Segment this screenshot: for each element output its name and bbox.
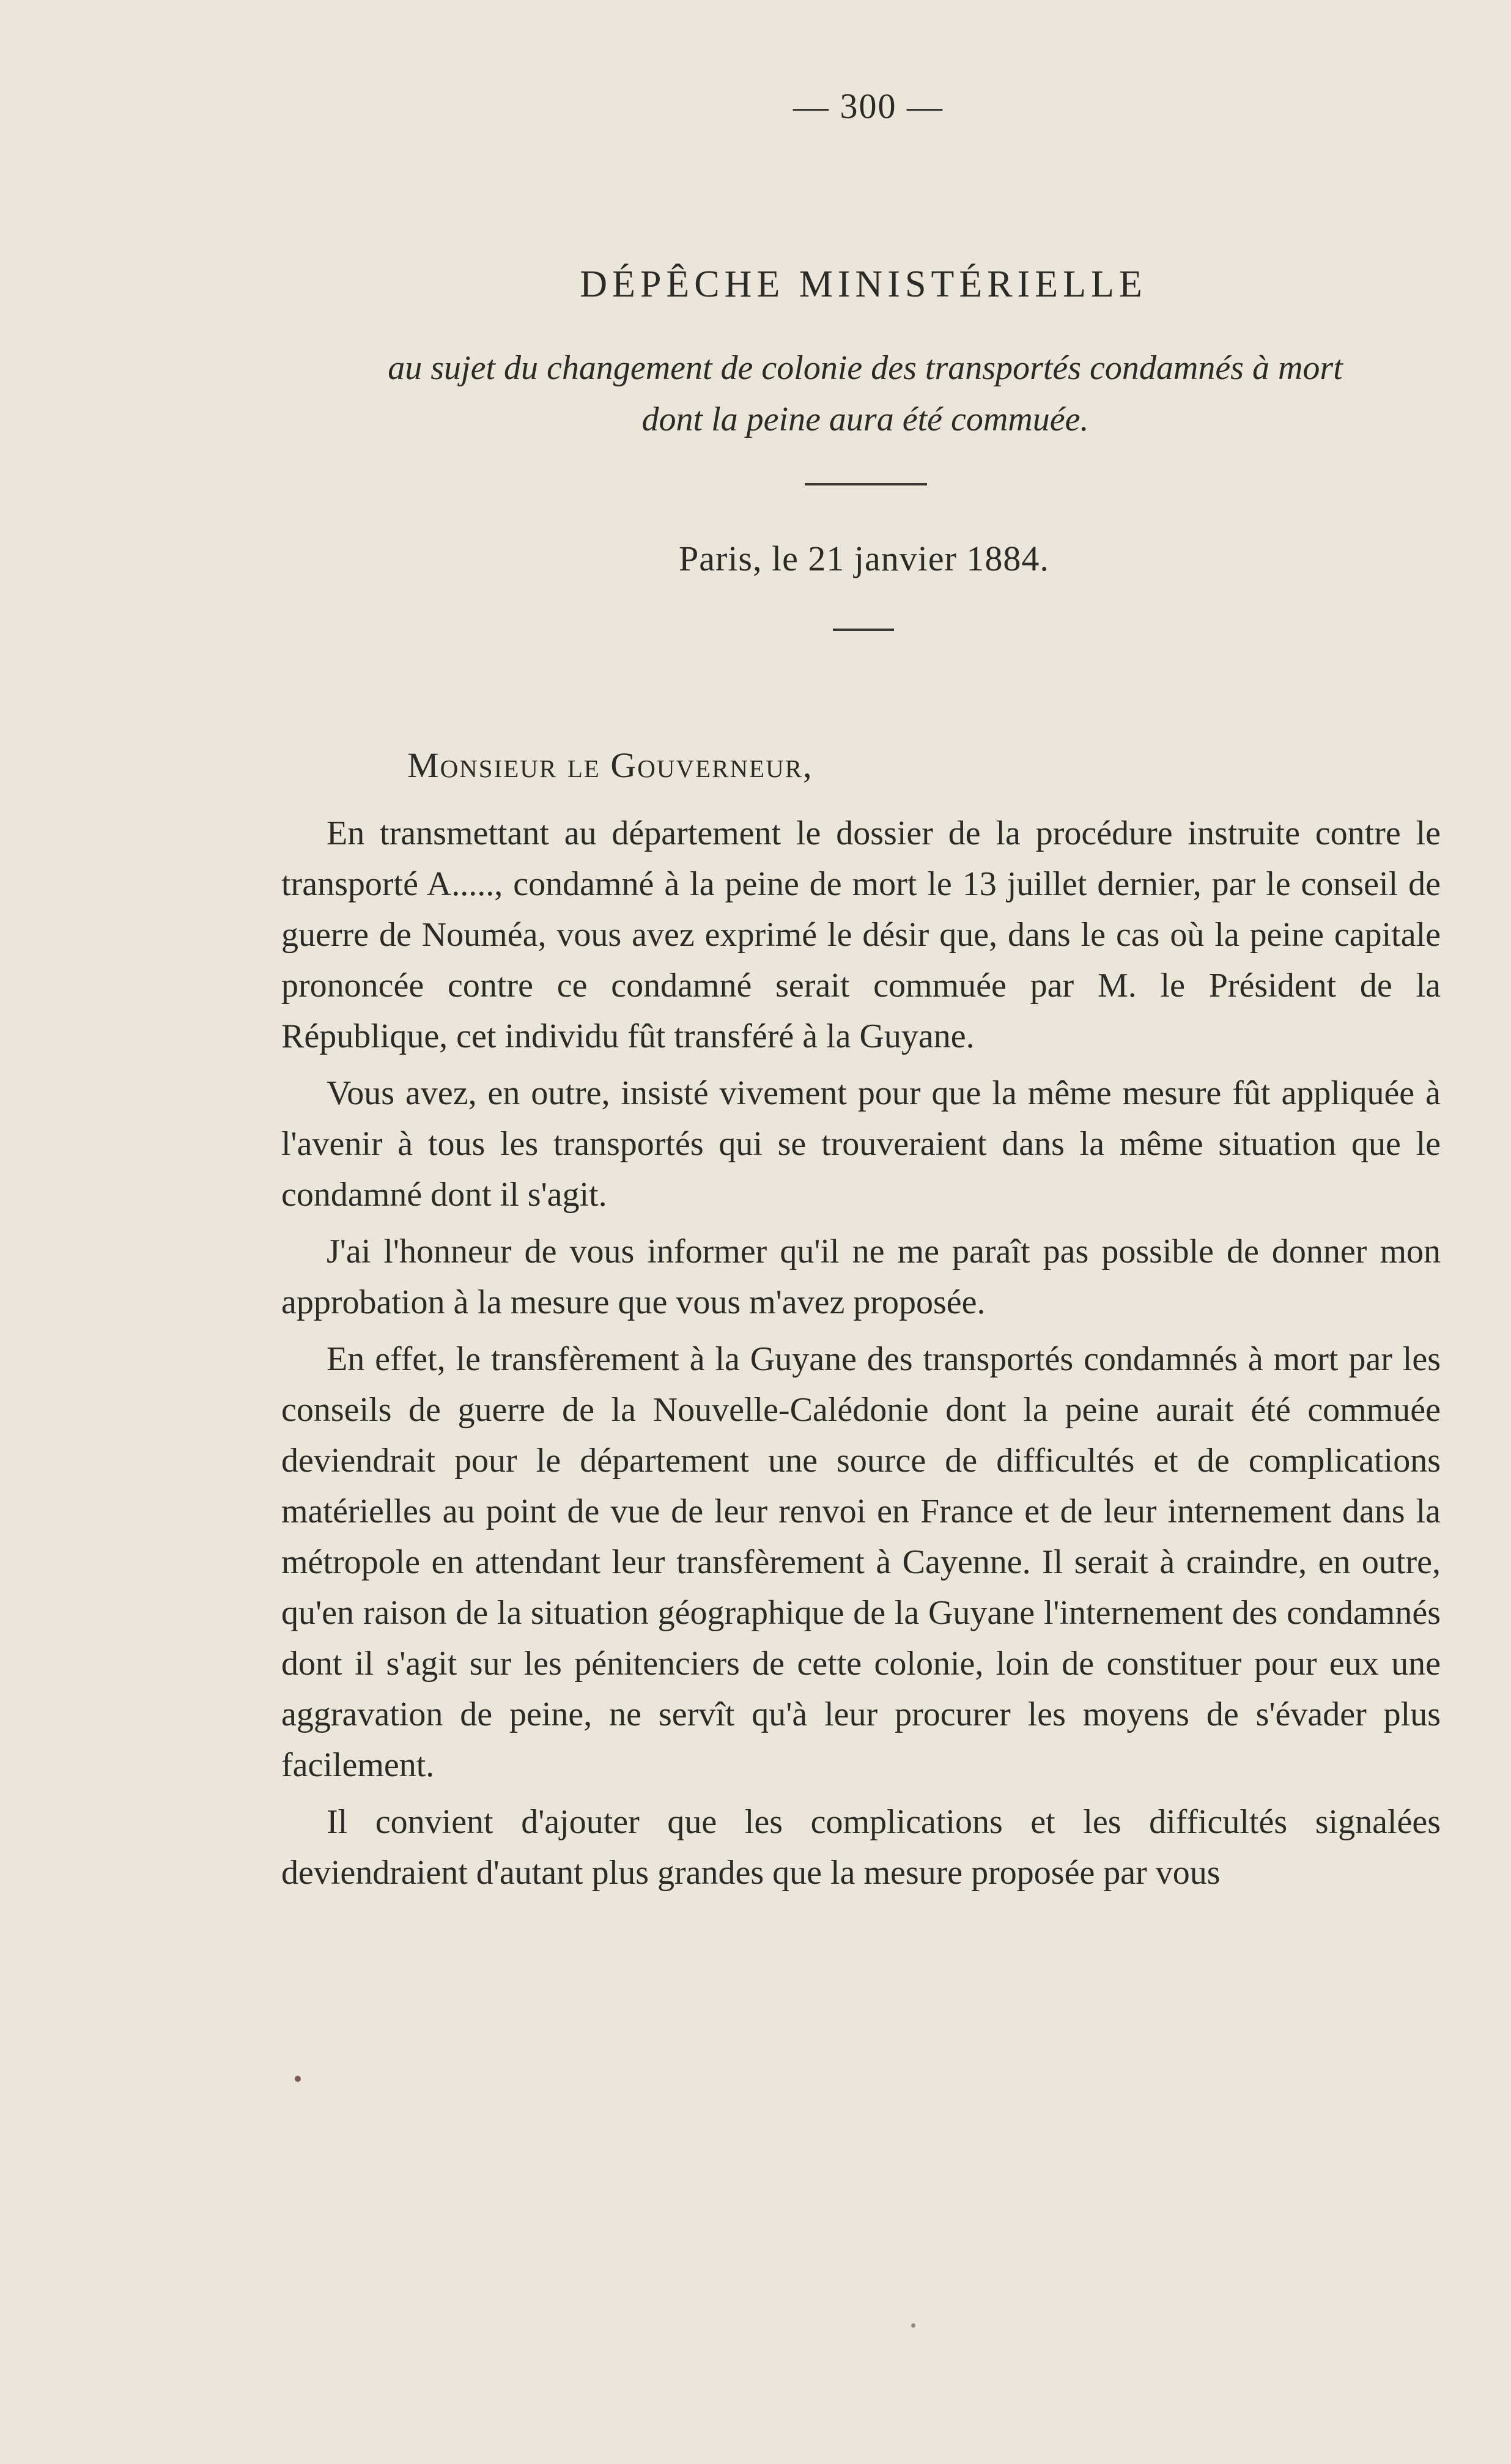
dispatch-subtitle — [367, 342, 1364, 445]
paragraph-3: J'ai l'honneur de vous informer qu'il ne me paraît pas possible de donner mon approbation à la mesure que vous m'avez proposée. — [281, 1233, 1441, 1321]
paragraph-2: Vous avez, en outre, insisté vivement pour que la même mesure fût appliquée à l'avenir à tous les transportés qui se trouveraient dans la même situation que le condamné dont il s'agit. — [281, 1074, 1441, 1214]
subtitle-line-1: au sujet du changement de colonie des transportés condamnés à mort — [388, 349, 1343, 387]
paragraph-5: Il convient d'ajouter que les complications et les difficultés signalées deviendraient d'autant plus grandes que la mesure proposée par vous — [281, 1803, 1441, 1892]
ink-speck — [295, 2076, 301, 2082]
letter-body — [281, 808, 1441, 1905]
dateline: Paris, le 21 janvier 1884. — [679, 539, 1049, 578]
paragraph-4: En effet, le transfèrement à la Guyane des transportés condamnés à mort par les conseils de guerre de la Nouvelle-Calédonie dont la peine aurait été commuée deviendrait pour le département une source de difficultés et de complications matérielles au point de vue de leur renvoi en France et de leur internement dans la métropole en attendant leur transfèrement à Cayenne. Il serait à craindre, en outre, qu'en raison de la situation géographique de la Guyane l'internement des condamnés dont il s'agit sur les pénitenciers de cette colonie, loin de constituer pour eux une aggravation de peine, ne servît qu'à leur procurer les moyens de s'évader plus facilement. — [281, 1340, 1441, 1784]
ink-speck — [911, 2323, 915, 2328]
dateline-divider — [833, 629, 894, 631]
subtitle-line-2: dont la peine aura été commuée. — [641, 400, 1089, 438]
salutation: Monsieur le Gouverneur, — [407, 745, 813, 785]
page-number: — 300 — — [793, 86, 944, 126]
title-divider — [805, 483, 927, 485]
dispatch-title: DÉPÊCHE MINISTÉRIELLE — [580, 264, 1147, 305]
paragraph-1: En transmettant au département le dossier de la procédure instruite contre le transporté A....., condamné à la peine de mort le 13 juillet dernier, par le conseil de guerre de Nouméa, vous avez exprimé le désir que, dans le cas où la peine capitale prononcée contre ce condamné serait commuée par M. le Président de la République, cet individu fût transféré à la Guyane. — [281, 814, 1441, 1055]
